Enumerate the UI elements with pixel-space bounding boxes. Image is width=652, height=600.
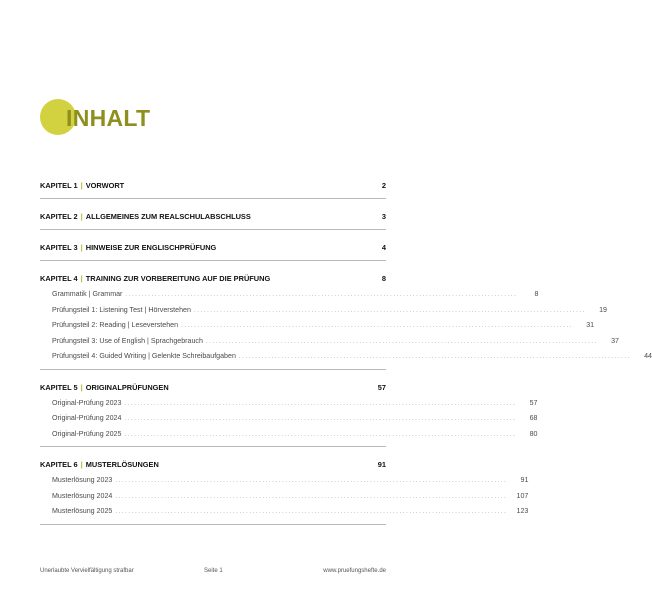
chapter-name: TRAINING ZUR VORBEREITUNG AUF DIE PRÜFUNG	[85, 274, 271, 283]
entry-title: Prüfungsteil 4: Guided Writing | Gelenkte Schreibaufgaben	[52, 352, 236, 360]
chapter-page-number: 91	[377, 460, 386, 469]
dot-leader: ........................................................................................................................	[125, 292, 518, 298]
entry-title: Original-Prüfung 2023	[52, 398, 122, 407]
page-footer	[40, 568, 386, 578]
toc-entry[interactable]	[40, 303, 607, 319]
entry-title: Original-Prüfung 2025	[52, 429, 122, 438]
toc-entry[interactable]	[40, 349, 652, 365]
chapter-separator: |	[80, 243, 83, 252]
toc-chapter	[40, 240, 386, 261]
toc-chapter-row[interactable]	[40, 240, 386, 256]
dot-leader: ........................................................................................................................	[124, 431, 517, 438]
entry-title: Grammatik | Grammar	[52, 290, 123, 298]
entry-title: Prüfungsteil 3: Use of English | Sprachgebrauch	[52, 336, 203, 345]
chapter-page-number: 3	[381, 212, 386, 221]
toc-entry[interactable]	[40, 504, 529, 520]
chapter-page-number: 57	[377, 382, 386, 392]
chapter-separator: |	[80, 212, 83, 221]
toc-entry[interactable]	[40, 427, 538, 443]
entry-page-number: 37	[611, 336, 619, 345]
entry-title: Musterlösung 2024	[52, 491, 113, 500]
chapter-name: MUSTERLÖSUNGEN	[85, 460, 159, 469]
toc-chapter-row[interactable]	[40, 380, 386, 396]
dot-leader: ........................................................................................................................	[115, 493, 508, 500]
entry-page-number: 31	[586, 321, 595, 329]
toc-chapter-row[interactable]	[40, 209, 386, 225]
toc-chapter-row[interactable]	[40, 271, 386, 287]
toc-chapter	[40, 178, 386, 199]
entry-page-number: 57	[529, 398, 538, 407]
toc-chapter-row[interactable]	[40, 457, 386, 473]
entry-page-number: 19	[599, 305, 607, 314]
entry-page-number: 80	[529, 429, 538, 438]
entry-title: Prüfungsteil 1: Listening Test | Hörverstehen	[52, 305, 191, 314]
chapter-page-number: 8	[381, 274, 386, 283]
toc-entry[interactable]	[40, 334, 619, 350]
chapter-number: KAPITEL 3	[40, 243, 78, 252]
entry-page-number: 107	[516, 491, 529, 500]
toc-entry[interactable]	[40, 473, 529, 489]
dot-leader: ........................................................................................................................	[124, 416, 517, 422]
chapter-number: KAPITEL 6	[40, 460, 78, 469]
chapter-number: KAPITEL 5	[40, 382, 78, 392]
chapter-number: KAPITEL 2	[40, 212, 78, 221]
chapter-page-number: 4	[381, 243, 386, 252]
footer-website-link[interactable]: www.pruefungshefte.de	[323, 568, 386, 574]
toc-chapter	[40, 457, 529, 525]
toc-chapter	[40, 380, 538, 448]
footer-copyright: Unerlaubte Vervielfältigung strafbar	[40, 568, 134, 574]
entry-page-number: 123	[516, 507, 529, 515]
toc-entry[interactable]	[40, 287, 539, 303]
entry-page-number: 8	[534, 290, 539, 298]
entry-page-number: 91	[520, 476, 529, 484]
dot-leader: ........................................................................................................................	[193, 307, 586, 314]
dot-leader: ........................................................................................................................	[238, 354, 631, 360]
toc-chapter	[40, 271, 652, 370]
toc-entry[interactable]	[40, 489, 529, 505]
entry-title: Prüfungsteil 2: Reading | Leseverstehen	[52, 321, 179, 329]
dot-leader: ........................................................................................................................	[124, 400, 517, 407]
chapter-page-number: 2	[381, 181, 386, 190]
dot-leader: ........................................................................................................................	[181, 323, 574, 329]
chapter-name: VORWORT	[85, 181, 125, 190]
table-of-contents	[40, 178, 652, 525]
toc-entry[interactable]	[40, 318, 595, 334]
toc-chapter	[40, 209, 386, 230]
chapter-name: ALLGEMEINES ZUM REALSCHULABSCHLUSS	[85, 212, 251, 221]
chapter-separator: |	[80, 382, 83, 392]
dot-leader: ........................................................................................................................	[115, 478, 508, 484]
chapter-name: HINWEISE ZUR ENGLISCHPRÜFUNG	[85, 243, 217, 252]
entry-title: Musterlösung 2023	[52, 476, 113, 484]
chapter-separator: |	[80, 460, 83, 469]
chapter-separator: |	[80, 274, 83, 283]
toc-chapter-row[interactable]	[40, 178, 386, 194]
entry-title: Original-Prüfung 2024	[52, 414, 122, 422]
entry-page-number: 68	[529, 414, 538, 422]
dot-leader: ........................................................................................................................	[115, 509, 508, 515]
chapter-separator: |	[80, 181, 83, 190]
dot-leader: ........................................................................................................................	[205, 338, 598, 345]
chapter-number: KAPITEL 4	[40, 274, 78, 283]
entry-title: Musterlösung 2025	[52, 507, 113, 515]
page-title: INHALT	[66, 105, 151, 131]
chapter-name: ORIGINALPRÜFUNGEN	[85, 382, 169, 392]
footer-page-number: Seite 1	[204, 568, 223, 574]
toc-entry[interactable]	[40, 411, 538, 427]
chapter-number: KAPITEL 1	[40, 181, 78, 190]
toc-entry[interactable]	[40, 396, 538, 412]
entry-page-number: 44	[644, 352, 652, 360]
